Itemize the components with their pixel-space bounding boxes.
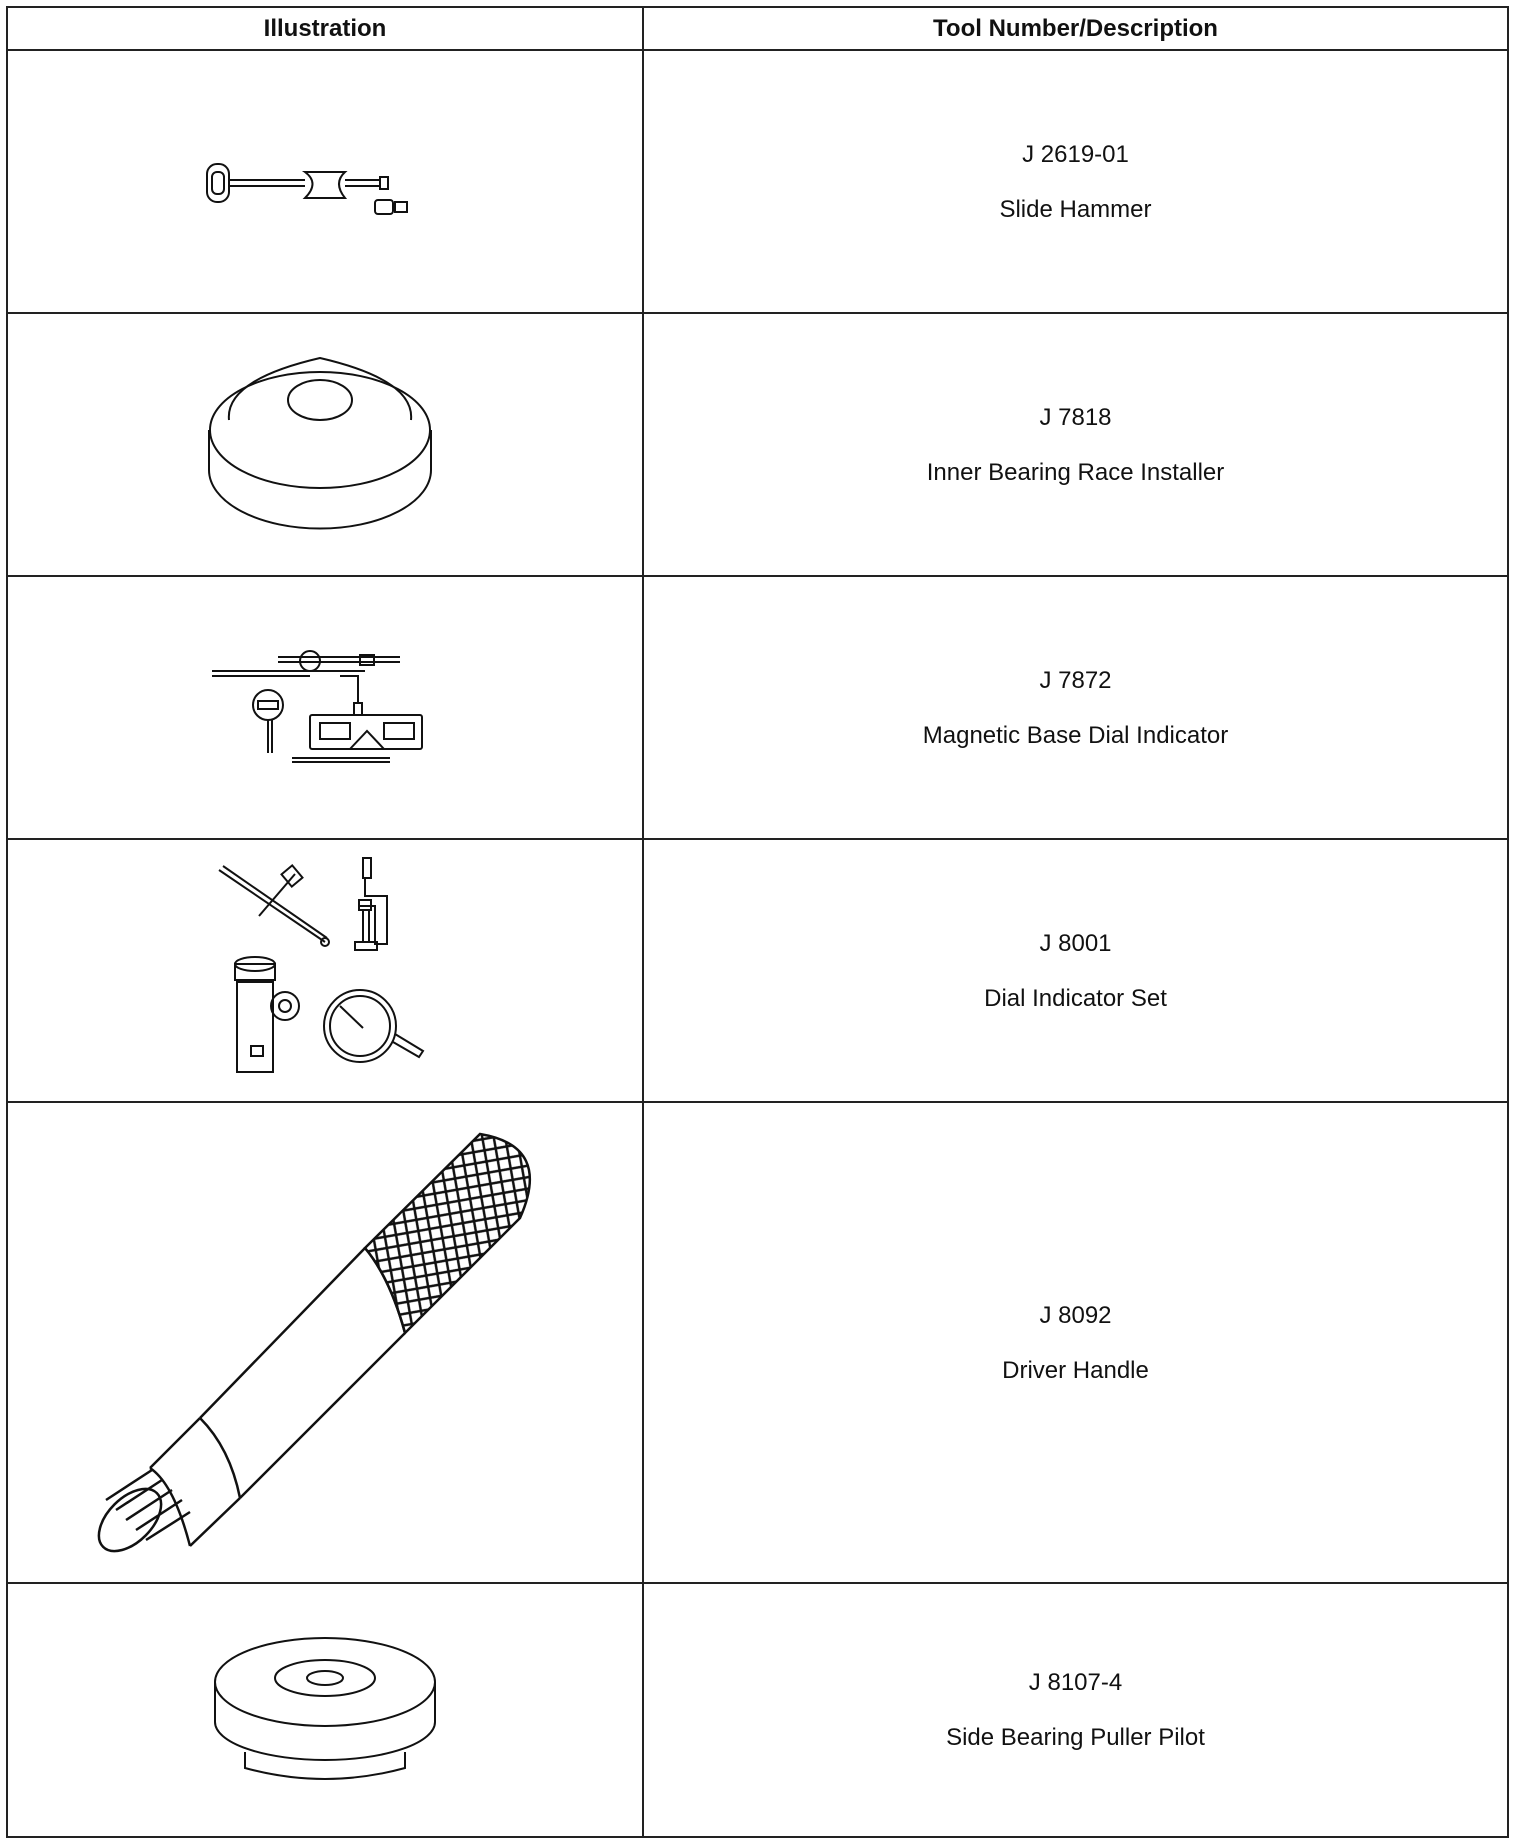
table-row <box>7 1583 1508 1837</box>
description-cell <box>643 50 1508 313</box>
tool-number: J 7872 <box>1039 666 1112 694</box>
description-cell <box>643 576 1508 839</box>
side-bearing-puller-pilot-icon <box>205 1630 445 1790</box>
illustration-cell <box>7 839 643 1102</box>
tool-name: Driver Handle <box>1002 1356 1149 1384</box>
description-cell <box>643 839 1508 1102</box>
slide-hammer-icon <box>195 142 455 222</box>
header-row <box>7 7 1508 50</box>
tool-name: Side Bearing Puller Pilot <box>946 1724 1205 1751</box>
description-cell <box>643 1583 1508 1837</box>
description-cell <box>643 1102 1508 1583</box>
illustration-cell <box>7 1583 643 1837</box>
table-row <box>7 576 1508 839</box>
table-row <box>7 313 1508 576</box>
illustration-cell <box>7 50 643 313</box>
tool-number: J 8092 <box>1039 1301 1112 1329</box>
illustration-cell <box>7 1102 643 1583</box>
table-row <box>7 50 1508 313</box>
table-row <box>7 839 1508 1102</box>
tool-number: J 7818 <box>1039 403 1112 431</box>
illustration-header: Illustration <box>7 7 643 50</box>
illustration-cell <box>7 313 643 576</box>
tool-number: J 2619-01 <box>1022 140 1129 168</box>
tool-name: Slide Hammer <box>999 195 1152 223</box>
description-header: Tool Number/Description <box>643 7 1508 50</box>
description-cell <box>643 313 1508 576</box>
bearing-race-installer-icon <box>205 350 445 540</box>
driver-handle-icon <box>90 1128 560 1558</box>
tool-name: Magnetic Base Dial Indicator <box>922 721 1229 749</box>
illustration-cell <box>7 576 643 839</box>
table-row <box>7 1102 1508 1583</box>
tool-name: Dial Indicator Set <box>984 984 1167 1012</box>
dial-indicator-set-icon <box>215 856 435 1086</box>
special-tools-table <box>6 6 1509 1838</box>
tool-name: Inner Bearing Race Installer <box>926 458 1225 486</box>
magnetic-base-dial-indicator-icon <box>210 643 440 773</box>
tool-number: J 8001 <box>1039 929 1112 957</box>
tool-number: J 8107-4 <box>1028 1669 1123 1696</box>
